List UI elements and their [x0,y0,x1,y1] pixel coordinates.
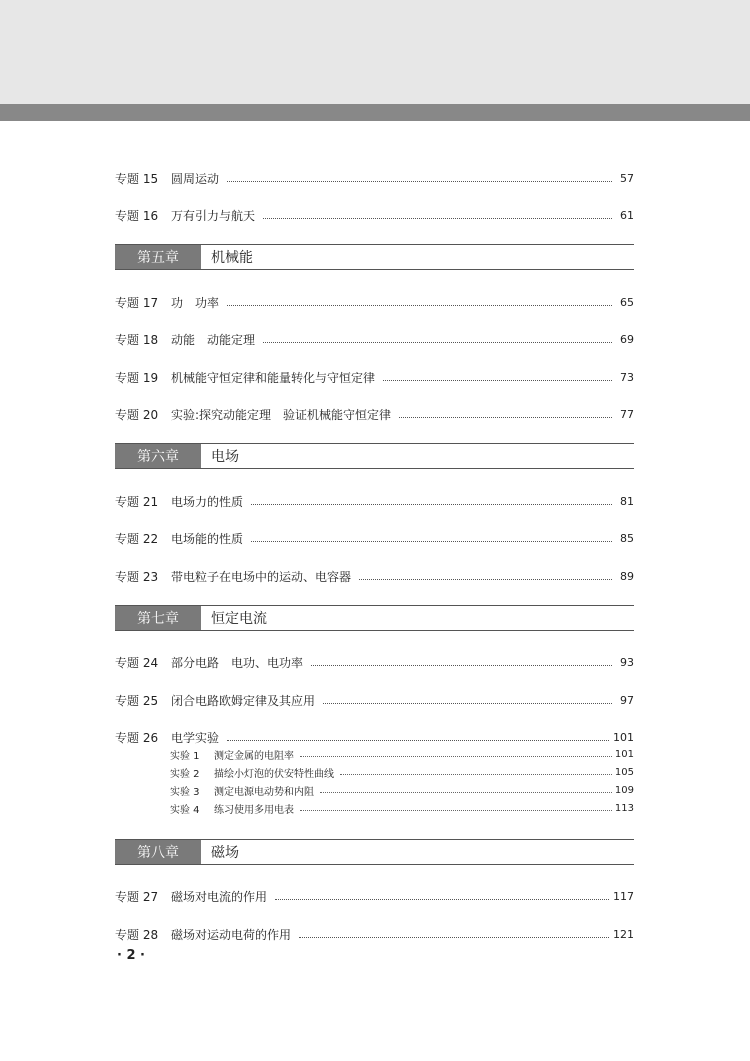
entry-title: 带电粒子在电场中的运动、电容器 [171,569,352,584]
subentry-page: 101 [614,748,634,760]
entry-title: 磁场对运动电荷的作用 [171,927,292,942]
entry-page: 121 [613,927,634,941]
subentry-page: 109 [614,784,634,796]
entry-code: 专题 27 [115,889,159,904]
toc-subentry-experiment-1[interactable] [170,746,634,762]
entry-page: 69 [620,332,634,346]
subentry-page: 105 [614,766,634,778]
chapter-name: 电场 [211,449,239,465]
entry-title: 部分电路 电功、电功率 [171,655,304,670]
leader-dots [275,899,609,900]
entry-code: 专题 23 [115,569,159,584]
subentry-label: 实验 4 [170,804,200,816]
toc-entry-16[interactable] [115,205,634,225]
subentry-page: 113 [614,802,634,814]
subentry-label: 实验 3 [170,786,200,798]
entry-title: 电场力的性质 [171,494,244,509]
entry-code: 专题 26 [115,730,159,745]
entry-code: 专题 20 [115,407,159,422]
entry-title: 机械能守恒定律和能量转化与守恒定律 [171,370,376,385]
leader-dots [323,703,612,704]
toc-entry-25[interactable] [115,690,634,710]
chapter-7-header[interactable] [115,605,634,631]
header-band [0,0,750,104]
header-bar [0,104,750,121]
entry-page: 57 [620,171,634,185]
entry-code: 专题 19 [115,370,159,385]
entry-page: 93 [620,655,634,669]
subentry-title: 测定金属的电阻率 [214,750,294,762]
toc-entry-20[interactable] [115,404,634,424]
toc-subentry-experiment-3[interactable] [170,782,634,798]
leader-dots [383,380,612,381]
toc-entry-28[interactable] [115,924,634,944]
chapter-5-header[interactable] [115,244,634,270]
entry-page: 101 [613,730,634,744]
chapter-number: 第七章 [115,606,201,630]
entry-page: 77 [620,407,634,421]
subentry-title: 描绘小灯泡的伏安特性曲线 [214,768,334,780]
toc-entry-26[interactable] [115,727,634,747]
leader-dots [251,504,612,505]
toc-entry-23[interactable] [115,566,634,586]
entry-title: 实验:探究动能定理 验证机械能守恒定律 [171,407,392,422]
entry-code: 专题 25 [115,693,159,708]
toc-subentry-experiment-2[interactable] [170,764,634,780]
entry-title: 闭合电路欧姆定律及其应用 [171,693,316,708]
toc-entry-24[interactable] [115,652,634,672]
toc-entry-15[interactable] [115,168,634,188]
entry-code: 专题 15 [115,171,159,186]
entry-page: 81 [620,494,634,508]
chapter-name: 磁场 [211,845,239,861]
leader-dots [300,810,612,811]
leader-dots [311,665,612,666]
entry-title: 圆周运动 [171,171,220,186]
subentry-title: 练习使用多用电表 [214,804,294,816]
entry-page: 65 [620,295,634,309]
entry-title: 功 功率 [171,295,220,310]
entry-page: 97 [620,693,634,707]
toc-entry-22[interactable] [115,528,634,548]
entry-code: 专题 28 [115,927,159,942]
entry-code: 专题 21 [115,494,159,509]
subentry-label: 实验 2 [170,768,200,780]
subentry-title: 测定电源电动势和内阻 [214,786,314,798]
leader-dots [340,774,612,775]
toc-entry-27[interactable] [115,886,634,906]
entry-code: 专题 18 [115,332,159,347]
chapter-name: 机械能 [211,250,253,266]
page-number: · 2 · [117,948,145,963]
entry-title: 动能 动能定理 [171,332,256,347]
leader-dots [300,756,612,757]
toc-entry-21[interactable] [115,491,634,511]
chapter-6-header[interactable] [115,443,634,469]
entry-page: 117 [613,889,634,903]
entry-code: 专题 24 [115,655,159,670]
chapter-number: 第六章 [115,444,201,468]
leader-dots [263,342,612,343]
subentry-label: 实验 1 [170,750,200,762]
entry-title: 万有引力与航天 [171,208,256,223]
entry-title: 电场能的性质 [171,531,244,546]
toc-entry-18[interactable] [115,329,634,349]
entry-title: 磁场对电流的作用 [171,889,268,904]
entry-page: 61 [620,208,634,222]
chapter-8-header[interactable] [115,839,634,865]
chapter-number: 第八章 [115,840,201,864]
entry-code: 专题 22 [115,531,159,546]
leader-dots [227,305,612,306]
entry-page: 85 [620,531,634,545]
entry-code: 专题 16 [115,208,159,223]
leader-dots [227,181,612,182]
leader-dots [299,937,609,938]
leader-dots [399,417,612,418]
toc-subentry-experiment-4[interactable] [170,800,634,816]
entry-page: 73 [620,370,634,384]
leader-dots [227,740,609,741]
toc-entry-17[interactable] [115,292,634,312]
toc-entry-19[interactable] [115,367,634,387]
entry-title: 电学实验 [171,730,220,745]
chapter-number: 第五章 [115,245,201,269]
entry-code: 专题 17 [115,295,159,310]
chapter-name: 恒定电流 [211,611,267,627]
leader-dots [251,541,612,542]
leader-dots [359,579,612,580]
entry-page: 89 [620,569,634,583]
leader-dots [263,218,612,219]
leader-dots [320,792,612,793]
